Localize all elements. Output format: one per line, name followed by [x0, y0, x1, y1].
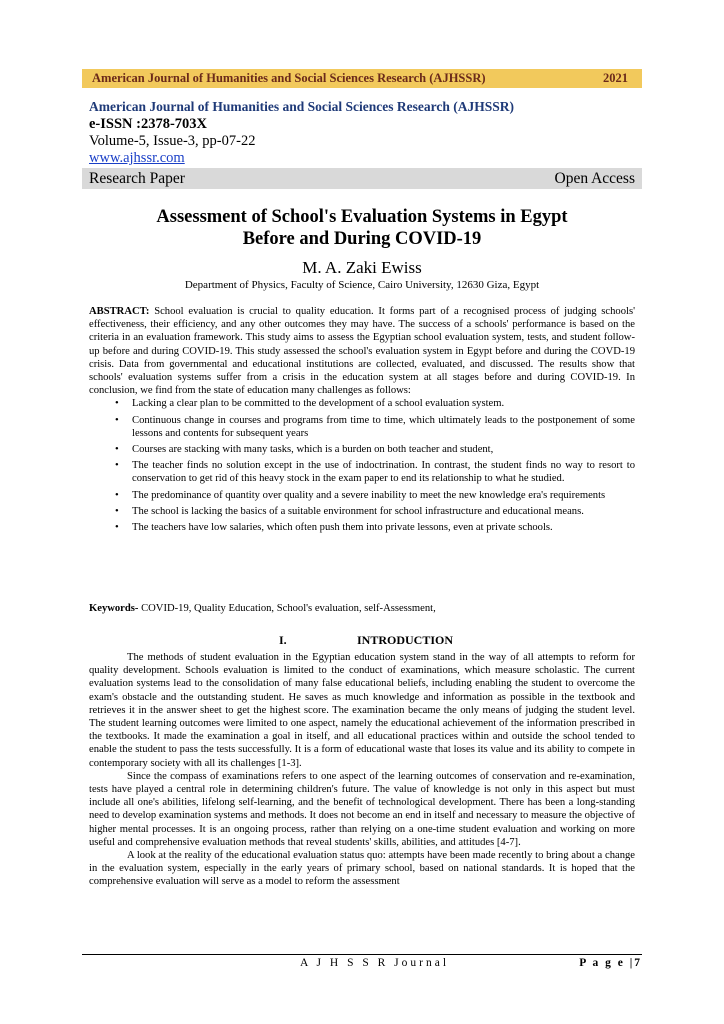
list-item: • Lacking a clear plan to be committed to the development of a school evaluation system. [115, 398, 505, 410]
section-title: INTRODUCTION [357, 633, 454, 647]
paragraph: A look at the reality of the educational evaluation status quo: attempts have been made recently to bring about a change in the evaluation system, especially in the early years of primary school, based on national standards. It is hoped that the comprehensive evaluation will serve as a model to reform the assessment [89, 850, 635, 888]
title-line-1: Assessment of School's Evaluation Systems in Egypt [156, 207, 568, 227]
section-number: I. [279, 633, 287, 647]
title-line-2: Before and During COVID-19 [242, 229, 482, 249]
list-item: • The school is lacking the basics of a suitable environment for school infrastructure and educational means. [115, 505, 584, 517]
author-name: M. A. Zaki Ewiss [302, 258, 422, 277]
paper-type: Research Paper [89, 169, 185, 187]
challenge-list [89, 397, 635, 534]
issn: e-ISSN :2378-703X [89, 116, 208, 132]
abstract [89, 305, 635, 537]
bullet-icon: • [115, 460, 119, 472]
paper-title [82, 206, 642, 250]
paragraph: The methods of student evaluation in the Egyptian education system stand in the way of all attempts to reform for quality development. Schools evaluation is limited to the conduct of examinations, which measure scholastic. The current evaluation systems lead to the consolidation of many false educational beliefs, including enabling the student to overcome the exam's obstacle and the outstanding student. He saves as much knowledge and information as possible in the textbook and retrieves it in the answer sheet to get the highest score. The examination became the only means of judging the student level. The student learning outcomes were limited to one aspect, namely the educational achievement of the information prescribed in the textbooks. It made the examination a goal in itself, and all educational practices within and outside the school tended to enable the student to pass the tests successfully. It is a form of educational waste that loses its value and its ability to compete in contemporary society with all its challenges [1-3]. [89, 652, 635, 769]
keywords [89, 602, 635, 615]
footer-journal: A J H S S R Journal [300, 957, 450, 969]
running-header-journal: American Journal of Humanities and Social Sciences Research (AJHSSR) [92, 71, 486, 85]
list-item: • The teachers have low salaries, which often push them into private lessons, even at private schools. [115, 522, 553, 534]
page-number: P a g e |7 [579, 957, 642, 969]
list-item: • Continuous change in courses and programs from time to time, which ultimately leads to the postponement of some lessons and contents for subsequent years [115, 414, 635, 439]
abstract-label: ABSTRACT: [89, 306, 150, 317]
keywords-text: COVID-19, Quality Education, School's evaluation, self-Assessment, [138, 603, 436, 614]
journal-name: American Journal of Humanities and Social Sciences Research (AJHSSR) [89, 99, 514, 114]
introduction-body [89, 651, 635, 889]
running-header [82, 69, 642, 88]
paragraph: Since the compass of examinations refers to one aspect of the learning outcomes of conservation and re-examination, tests have played a central role in determining children's future. The value of knowledge is not only in this aspect but must include all one's abilities, lifelong self-learning, and the benefit of technological development. There has been a long-standing need to develop examination systems and methods. It does not become an end in itself and necessary to measure the objective of higher mental processes. It is an ongoing process, rather than relying on a one-time student evaluation and working on more useful and comprehensive evaluation methods that reveal students' skills, abilities, and attitudes [4-7]. [89, 770, 635, 848]
volume-issue: Volume-5, Issue-3, pp-07-22 [89, 133, 256, 149]
bullet-icon: • [115, 398, 119, 410]
list-item: • The predominance of quantity over quality and a severe inability to meet the new knowledge era's requirements [115, 489, 606, 501]
list-item: • Courses are stacking with many tasks, which is a burden on both teacher and student, [115, 444, 494, 456]
access-type: Open Access [554, 169, 635, 187]
bullet-icon: • [115, 414, 119, 426]
running-header-year: 2021 [603, 71, 628, 85]
bullet-icon: • [115, 444, 119, 456]
bullet-icon: • [115, 505, 119, 517]
journal-url-link[interactable]: www.ajhssr.com [89, 150, 185, 166]
bullet-icon: • [115, 489, 119, 501]
paper-type-bar [82, 168, 642, 189]
keywords-label: Keywords- [89, 603, 139, 614]
page-footer [82, 954, 642, 969]
bullet-icon: • [115, 522, 119, 534]
abstract-paragraph [89, 305, 635, 397]
abstract-text: School evaluation is crucial to quality education. It forms part of a recognised process of judging schools' effectiveness, their efficiency, and any other outcomes they may have. The success of a schools' performance is based on the criteria in an evaluation framework. This study aims to assess the Egyptian school evaluation system, tests, and student follow-up before and during COVID-19. This study assessed the school's evaluation system in Egypt before and during the COVD-19 crisis. Data from governmental and educational institutions are collected, evaluated, and discussed. The results show that schools' evaluation systems suffer from a crisis in the education system at all stages before and during COVID-19. In conclusion, we find from the state of education many challenges as follows: [89, 306, 635, 397]
author-affiliation: Department of Physics, Faculty of Science, Cairo University, 12630 Giza, Egypt [184, 279, 540, 291]
list-item: • The teacher finds no solution except in the use of indoctrination. In contrast, the student finds no way to resort to conservation to get rid of this heavy stock in the exam paper to end its relationship to what he studied. [115, 460, 635, 485]
